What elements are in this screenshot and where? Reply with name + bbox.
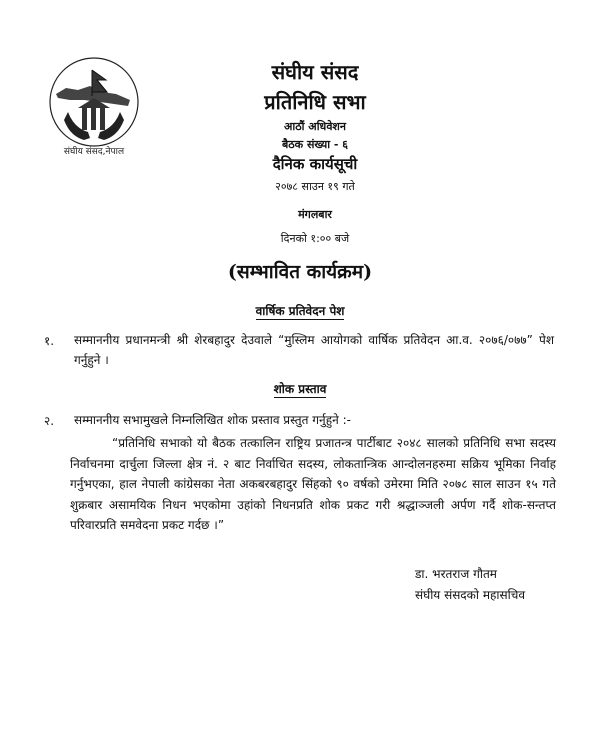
- emblem-caption: संघीय संसद,नेपाल: [63, 147, 125, 157]
- item-number: २.: [44, 414, 55, 428]
- condolence-proposal-text: “प्रतिनिधि सभाको यो बैठक तत्कालिन राष्ट्रिय प्रजातन्त्र पार्टीबाट २०४८ सालको प्रतिनिधि सभा सदस्य निर्वाचनमा दार्चुला जिल्ला क्षेत्र नं. २ बाट निर्वाचित सदस्य, लोकतान्त्रिक आन्दोलनहरुमा सक्रिय भूमिका निर्वाह गर्नुभएका, हाल नेपाली कांग्रेसका नेता अकबरबहादुर सिंहको ९० वर्षको उमेरमा मिति २०७८ साल साउन १५ गते शुक्रबार असामयिक निधन भएकोमा उहांको निधनप्रति शोक प्रकट गरी श्रद्धाञ्जली अर्पण गर्दै शोक-सन्तप्त परिवारप्रति समवेदना प्रकट गर्दछ ।”: [70, 436, 556, 532]
- parliament-emblem: [44, 52, 144, 162]
- signatory-title: संघीय संसदको महासचिव: [415, 588, 525, 602]
- signatory-name: डा. भरतराज गौतम: [415, 567, 497, 581]
- section-heading-text: शोक प्रस्ताव: [273, 382, 327, 396]
- emblem-icon: [44, 52, 144, 162]
- item-number: १.: [44, 334, 55, 348]
- item-text: सम्माननीय प्रधानमन्त्री श्री शेरबहादुर देउवाले “मुस्लिम आयोगको वार्षिक प्रतिवेदन आ.व. २०७६/०७७” पेश गर्नुहुने ।: [74, 333, 554, 367]
- main-title: (सम्भावित कार्यक्रम): [227, 261, 373, 283]
- weekday: मंगलबार: [298, 208, 332, 221]
- section-heading-text: वार्षिक प्रतिवेदन पेश: [255, 304, 345, 318]
- session-label: आठौं अधिवेशन: [283, 120, 347, 133]
- meeting-date: २०७८ साउन १९ गते: [275, 180, 355, 193]
- meeting-time: दिनको १:०० बजे: [280, 232, 350, 245]
- house-name: प्रतिनिधि सभा: [264, 90, 366, 114]
- section-heading-report: [0, 302, 600, 319]
- section-heading-condolence: [0, 380, 600, 397]
- agenda-title: दैनिक कार्यसूची: [272, 155, 358, 173]
- item-text: सम्माननीय सभामुखले निम्नलिखित शोक प्रस्ताव प्रस्तुत गर्नुहुने :-: [74, 413, 351, 427]
- meeting-number: बैठक संख्या - ६: [282, 138, 348, 151]
- parliament-name: संघीय संसद: [271, 60, 359, 84]
